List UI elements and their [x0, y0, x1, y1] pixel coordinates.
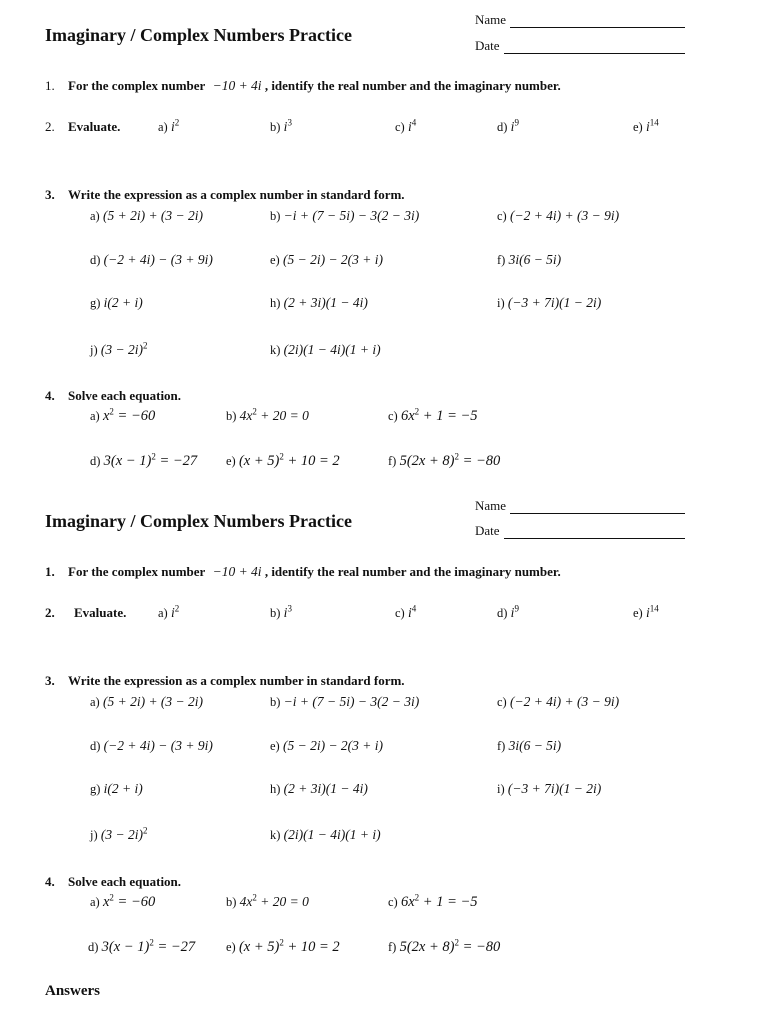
date-line[interactable] — [504, 41, 685, 54]
question-4 — [45, 874, 181, 890]
q3-item-k: k) (2i)(1 − 4i)(1 + i) — [270, 342, 381, 357]
question-number: 1. — [45, 564, 55, 579]
q3-item-k: k) (2i)(1 − 4i)(1 + i) — [270, 827, 381, 842]
question-3 — [45, 187, 405, 203]
question-text: For the complex number — [68, 564, 206, 579]
name-line[interactable] — [510, 501, 685, 514]
q4-item-a: a) $x^2 = -60$ — [90, 406, 156, 424]
q4-item-c: c) $6x^2 + 1 = -5$ — [388, 892, 478, 910]
q3-item-a: a) (5 + 2i) + (3 − 2i) — [90, 694, 204, 709]
date-line[interactable] — [504, 526, 685, 539]
q4-item-b: b) $4x^2 + 20 = 0$ — [226, 892, 309, 909]
question-1 — [45, 564, 561, 580]
question-number: 3. — [45, 187, 55, 202]
q2-item-b: b) $i^3$ — [270, 603, 292, 620]
name-field — [475, 12, 685, 28]
worksheet-title: Imaginary / Complex Numbers Practice — [45, 511, 352, 531]
q2-item-c: c) $i^4$ — [395, 117, 417, 134]
date-label: Date — [475, 523, 500, 538]
q2-item-a: a) $i^2$ — [158, 603, 180, 620]
q4-item-c: c) $6x^2 + 1 = -5$ — [388, 406, 478, 424]
q3-item-c: c) (−2 + 4i) + (3 − 9i) — [497, 694, 620, 709]
complex-expression: −10 + 4i — [212, 78, 262, 93]
name-label: Name — [475, 12, 507, 27]
q3-item-j: j) $(3 - 2i)^2$ — [90, 340, 148, 357]
answers-heading: Answers — [45, 983, 100, 999]
q2-item-c: c) $i^4$ — [395, 603, 417, 620]
q3-item-f: f) 3i(6 − 5i) — [497, 252, 562, 267]
q4-item-f: f) $5(2x + 8)^2 = -80$ — [388, 937, 501, 955]
q3-item-h: h) (2 + 3i)(1 − 4i) — [270, 781, 368, 796]
q2-item-b: b) $i^3$ — [270, 117, 292, 134]
q4-item-e: e) $(x + 5)^2 + 10 = 2$ — [226, 937, 340, 955]
name-field — [475, 498, 685, 514]
q4-item-d: d) $3(x - 1)^2 = -27$ — [88, 937, 196, 955]
name-line[interactable] — [510, 15, 685, 28]
question-1 — [45, 78, 561, 94]
question-number: 3. — [45, 673, 55, 688]
question-label: Evaluate. — [68, 119, 121, 134]
q3-item-f: f) 3i(6 − 5i) — [497, 738, 562, 753]
q3-item-d: d) (−2 + 4i) − (3 + 9i) — [90, 738, 213, 753]
question-text: For the complex number — [68, 78, 206, 93]
name-label: Name — [475, 498, 507, 513]
q2-item-e: e) $i^{14}$ — [633, 603, 659, 620]
q3-item-h: h) (2 + 3i)(1 − 4i) — [270, 295, 368, 310]
q3-item-d: d) (−2 + 4i) − (3 + 9i) — [90, 252, 213, 267]
question-number: 2. — [45, 119, 55, 134]
q4-item-e: e) $(x + 5)^2 + 10 = 2$ — [226, 451, 340, 469]
question-3 — [45, 673, 405, 689]
q2-item-d: d) $i^9$ — [497, 117, 519, 134]
q2-item-a: a) $i^2$ — [158, 117, 180, 134]
question-number: 4. — [45, 874, 55, 889]
q3-item-a: a) (5 + 2i) + (3 − 2i) — [90, 208, 204, 223]
q3-item-c: c) (−2 + 4i) + (3 − 9i) — [497, 208, 620, 223]
question-label: Evaluate. — [74, 605, 127, 620]
date-field — [475, 38, 685, 54]
question-number: 4. — [45, 388, 55, 403]
q3-item-i: i) (−3 + 7i)(1 − 2i) — [497, 781, 602, 796]
q2-item-d: d) $i^9$ — [497, 603, 519, 620]
q4-item-a: a) $x^2 = -60$ — [90, 892, 156, 910]
q3-item-b: b) −i + (7 − 5i) − 3(2 − 3i) — [270, 694, 420, 709]
date-label: Date — [475, 38, 500, 53]
q3-item-j: j) $(3 - 2i)^2$ — [90, 825, 148, 842]
worksheet-title: Imaginary / Complex Numbers Practice — [45, 25, 352, 45]
q4-item-f: f) $5(2x + 8)^2 = -80$ — [388, 451, 501, 469]
question-text: Solve each equation. — [68, 874, 182, 889]
question-number: 1. — [45, 78, 55, 93]
question-2 — [45, 119, 120, 135]
q4-item-d: d) $3(x - 1)^2 = -27$ — [90, 451, 198, 469]
q3-item-i: i) (−3 + 7i)(1 − 2i) — [497, 295, 602, 310]
q3-item-g: g) i(2 + i) — [90, 295, 143, 310]
question-2 — [45, 605, 126, 621]
complex-expression: −10 + 4i — [212, 564, 262, 579]
question-number: 2. — [45, 605, 55, 620]
q2-item-e: e) $i^{14}$ — [633, 117, 659, 134]
date-field — [475, 523, 685, 539]
q4-item-b: b) $4x^2 + 20 = 0$ — [226, 406, 309, 423]
question-text: Write the expression as a complex number in standard form. — [68, 673, 405, 688]
question-text-after: , identify the real number and the imaginary number. — [264, 564, 561, 579]
question-text: Solve each equation. — [68, 388, 182, 403]
q3-item-e: e) (5 − 2i) − 2(3 + i) — [270, 738, 384, 753]
q3-item-g: g) i(2 + i) — [90, 781, 143, 796]
question-text: Write the expression as a complex number in standard form. — [68, 187, 405, 202]
q3-item-e: e) (5 − 2i) − 2(3 + i) — [270, 252, 384, 267]
question-text-after: , identify the real number and the imaginary number. — [264, 78, 561, 93]
q3-item-b: b) −i + (7 − 5i) − 3(2 − 3i) — [270, 208, 420, 223]
question-4 — [45, 388, 181, 404]
